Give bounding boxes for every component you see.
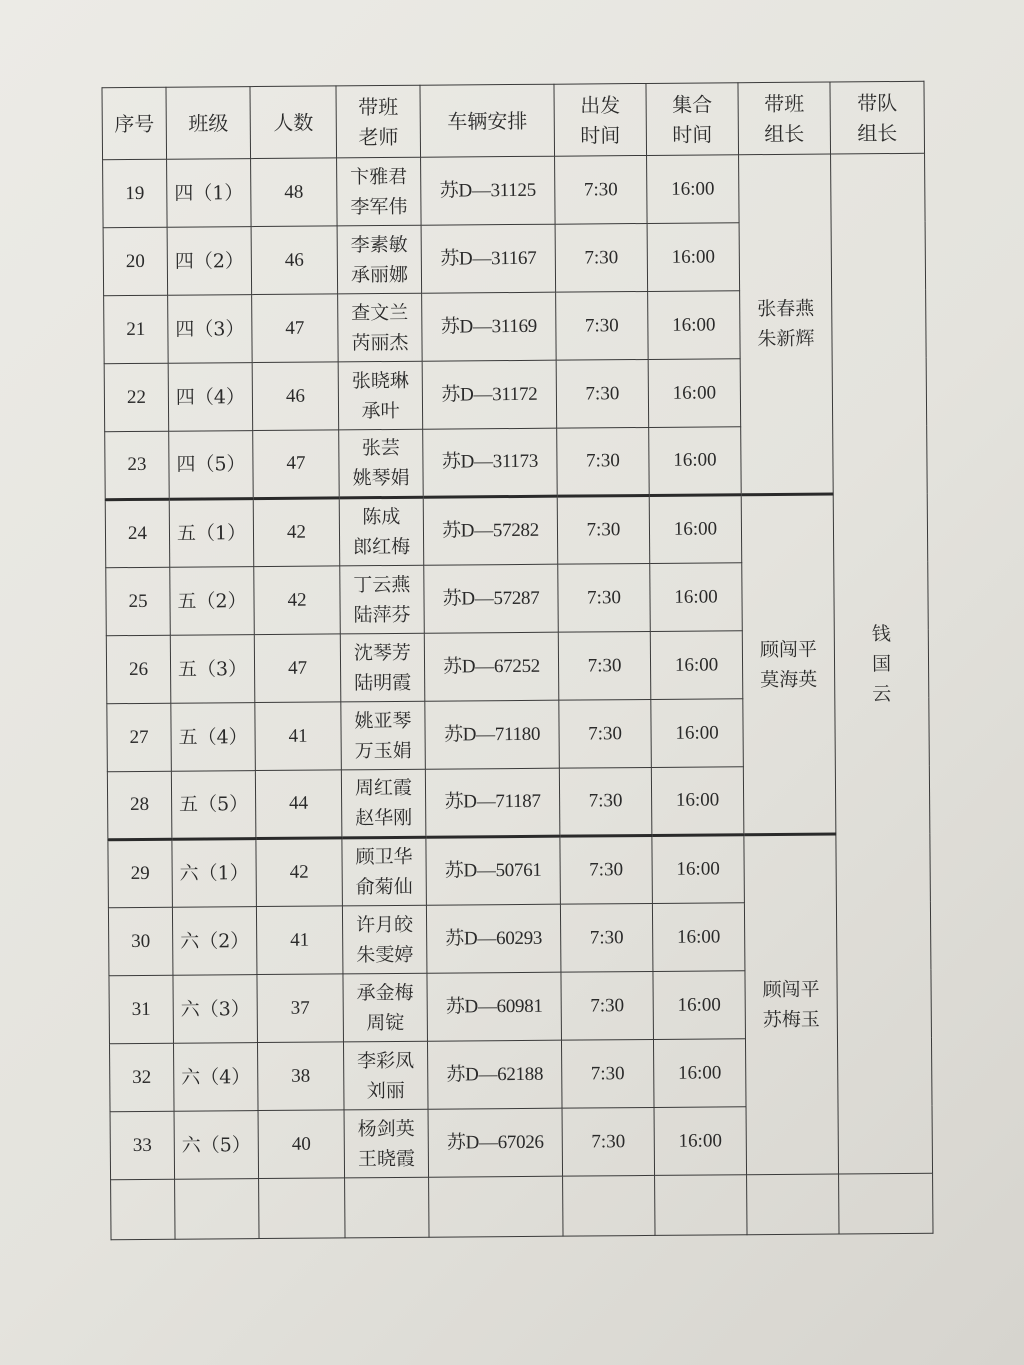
- cell-count: 42: [254, 566, 341, 635]
- cell-gather-time: 16:00: [653, 1039, 746, 1108]
- cell-class: 四（4）: [168, 363, 253, 432]
- teacher-name: 俞菊仙: [355, 875, 413, 899]
- group-leader-name: 张春燕: [757, 297, 815, 321]
- cell-count: 40: [258, 1110, 345, 1179]
- teacher-name: 芮丽杰: [351, 331, 409, 354]
- cell-depart-time: 7:30: [559, 699, 652, 768]
- teacher-name: 陆萍芬: [353, 603, 411, 626]
- group-leader-name: 朱新辉: [757, 327, 815, 351]
- cell-seq: 21: [104, 295, 169, 364]
- cell-seq: 22: [104, 363, 169, 432]
- group-leader-name: 莫海英: [760, 668, 818, 691]
- cell-teachers: [343, 1041, 428, 1110]
- cell-vehicle: 苏D—57282: [423, 496, 558, 565]
- cell-teachers: [342, 905, 427, 974]
- cell-count: 48: [251, 158, 338, 227]
- cell-count: 46: [251, 226, 338, 295]
- teacher-name: 李彩凤: [357, 1049, 415, 1072]
- cell-count: 42: [256, 838, 343, 907]
- cell-seq: 19: [103, 159, 168, 228]
- cell-teachers: [338, 361, 423, 430]
- group-leader-name: 苏梅玉: [762, 1008, 820, 1032]
- cell-empty: [345, 1177, 429, 1238]
- team-leader-char: 钱: [871, 622, 891, 645]
- cell-class: 六（4）: [173, 1043, 258, 1112]
- cell-depart-time: 7:30: [555, 155, 648, 224]
- cell-depart-time: 7:30: [559, 767, 652, 836]
- cell-seq: 30: [108, 907, 173, 976]
- cell-class: 四（2）: [167, 227, 252, 296]
- cell-gather-time: 16:00: [648, 291, 741, 360]
- header-group-leader: [738, 82, 831, 155]
- header-vehicle: 车辆安排: [420, 84, 555, 157]
- cell-depart-time: 7:30: [561, 1039, 654, 1108]
- cell-depart-time: 7:30: [555, 223, 648, 292]
- cell-class: 五（2）: [170, 567, 255, 636]
- cell-seq: 27: [107, 703, 172, 772]
- cell-class: 五（1）: [169, 499, 254, 568]
- cell-teachers: [341, 769, 426, 838]
- cell-gather-time: 16:00: [652, 903, 745, 972]
- teacher-name: 赵华刚: [355, 806, 413, 830]
- cell-gather-time: 16:00: [651, 699, 744, 768]
- cell-seq: 23: [105, 431, 170, 500]
- teacher-name: 周锭: [366, 1011, 405, 1034]
- cell-count: 44: [255, 770, 342, 839]
- header-seq: 序号: [102, 87, 167, 160]
- cell-teachers: [341, 701, 426, 770]
- cell-teachers: [337, 157, 422, 226]
- cell-class: 四（3）: [168, 295, 253, 364]
- teacher-name: 杨剑英: [357, 1117, 415, 1140]
- group-leader-name: 顾闯平: [762, 978, 820, 1002]
- cell-teachers: [339, 429, 424, 498]
- cell-teachers: [337, 225, 422, 294]
- cell-empty: [839, 1173, 933, 1234]
- cell-depart-time: 7:30: [556, 359, 649, 428]
- header-depart-time: [554, 83, 647, 156]
- cell-group-leaders: [744, 834, 839, 1175]
- header-teacher-line2: 老师: [358, 124, 399, 149]
- cell-gather-time: 16:00: [654, 1107, 747, 1176]
- cell-team-leader: [831, 153, 933, 1174]
- teacher-name: 陈成: [362, 505, 401, 529]
- cell-count: 37: [257, 974, 344, 1043]
- cell-count: 38: [257, 1042, 344, 1111]
- cell-depart-time: 7:30: [557, 427, 650, 496]
- table-body: [102, 81, 933, 1239]
- teacher-name: 许月皎: [355, 913, 414, 936]
- teacher-name: 姚琴娟: [352, 466, 410, 490]
- cell-vehicle: 苏D—31173: [423, 428, 558, 497]
- teacher-name: 查文兰: [351, 301, 409, 324]
- header-team-leader: [830, 81, 925, 154]
- cell-gather-time: 16:00: [650, 563, 743, 632]
- cell-empty: [655, 1175, 747, 1236]
- cell-gather-time: 16:00: [649, 495, 742, 564]
- field-trip-schedule-table: [101, 81, 933, 1240]
- cell-depart-time: 7:30: [562, 1107, 655, 1176]
- cell-count: 47: [252, 294, 339, 363]
- cell-count: 42: [253, 498, 340, 567]
- cell-seq: 31: [109, 975, 174, 1044]
- cell-count: 47: [254, 634, 341, 703]
- cell-vehicle: 苏D—31167: [421, 224, 556, 293]
- cell-vehicle: 苏D—31172: [422, 360, 557, 429]
- header-teacher-line1: 带班: [358, 94, 399, 119]
- cell-teachers: [338, 293, 423, 362]
- header-gather-line2: 时间: [672, 121, 713, 147]
- teacher-name: 承金梅: [356, 981, 414, 1004]
- teacher-name: 卞雅君: [350, 165, 408, 188]
- cell-class: 五（4）: [171, 703, 256, 772]
- cell-class: 四（1）: [167, 159, 252, 228]
- teacher-name: 承丽娜: [350, 263, 409, 286]
- cell-seq: 26: [106, 635, 171, 704]
- teacher-name: 承叶: [361, 399, 400, 422]
- cell-vehicle: 苏D—60293: [426, 904, 561, 973]
- team-leader-char: 云: [872, 682, 892, 705]
- cell-count: 46: [252, 362, 339, 431]
- teacher-name: 周红霞: [354, 776, 413, 800]
- cell-teachers: [342, 837, 427, 906]
- cell-vehicle: 苏D—50761: [426, 836, 561, 905]
- teacher-name: 万玉娟: [354, 739, 412, 762]
- cell-vehicle: 苏D—67252: [424, 632, 559, 701]
- cell-vehicle: 苏D—60981: [427, 972, 562, 1041]
- cell-count: 41: [256, 906, 343, 975]
- cell-seq: 28: [107, 771, 172, 840]
- cell-seq: 20: [103, 227, 168, 296]
- teacher-name: 朱雯婷: [356, 943, 414, 966]
- header-row: [102, 81, 925, 159]
- blank-row: [111, 1173, 933, 1239]
- teacher-name: 丁云燕: [353, 573, 411, 596]
- cell-seq: 29: [108, 839, 173, 908]
- cell-seq: 33: [110, 1111, 175, 1180]
- cell-gather-time: 16:00: [648, 359, 741, 428]
- header-team-leader-line1: 带队: [857, 90, 898, 115]
- table-row: [105, 493, 928, 567]
- cell-vehicle: 苏D—71180: [425, 700, 560, 769]
- cell-seq: 32: [109, 1043, 174, 1112]
- cell-depart-time: 7:30: [558, 563, 651, 632]
- teacher-name: 刘丽: [366, 1079, 405, 1102]
- teacher-name: 姚亚琴: [354, 709, 412, 732]
- cell-count: 47: [253, 430, 340, 499]
- team-leader-char: 国: [871, 652, 892, 675]
- cell-gather-time: 16:00: [647, 223, 740, 292]
- header-teacher: [336, 85, 421, 158]
- cell-vehicle: 苏D—71187: [425, 768, 560, 837]
- cell-vehicle: 苏D—67026: [428, 1108, 563, 1177]
- cell-teachers: [343, 973, 428, 1042]
- cell-vehicle: 苏D—31125: [421, 156, 556, 225]
- cell-gather-time: 16:00: [649, 427, 742, 496]
- teacher-name: 张芸: [361, 436, 400, 460]
- cell-vehicle: 苏D—31169: [422, 292, 557, 361]
- teacher-name: 王晓霞: [357, 1147, 415, 1170]
- header-count: 人数: [250, 86, 337, 159]
- cell-depart-time: 7:30: [556, 291, 649, 360]
- cell-seq: 25: [106, 567, 171, 636]
- teacher-name: 郎红梅: [353, 535, 411, 559]
- cell-empty: [563, 1175, 655, 1236]
- teacher-name: 陆明霞: [354, 671, 412, 694]
- header-depart-line1: 出发: [580, 92, 621, 117]
- header-gather-line1: 集合: [672, 91, 713, 117]
- cell-depart-time: 7:30: [560, 835, 653, 904]
- cell-empty: [111, 1179, 175, 1240]
- cell-class: 六（5）: [174, 1111, 259, 1180]
- cell-gather-time: 16:00: [647, 155, 740, 224]
- cell-empty: [747, 1174, 839, 1235]
- cell-gather-time: 16:00: [650, 631, 743, 700]
- cell-empty: [175, 1179, 259, 1240]
- cell-group-leaders: [739, 154, 834, 495]
- header-depart-line2: 时间: [580, 122, 621, 147]
- cell-empty: [429, 1176, 563, 1237]
- teacher-name: 李军伟: [350, 195, 408, 218]
- cell-teachers: [344, 1109, 429, 1178]
- cell-class: 六（3）: [173, 975, 258, 1044]
- group-leader-name: 顾闯平: [759, 638, 818, 661]
- cell-depart-time: 7:30: [560, 903, 653, 972]
- cell-class: 六（1）: [172, 839, 257, 908]
- header-gather-time: [646, 83, 739, 156]
- header-group-leader-line1: 带班: [764, 91, 805, 116]
- cell-class: 四（5）: [169, 431, 254, 500]
- cell-teachers: [340, 565, 425, 634]
- cell-depart-time: 7:30: [557, 495, 650, 564]
- table-row: [108, 833, 931, 907]
- teacher-name: 张晓琳: [351, 369, 409, 392]
- cell-teachers: [340, 633, 425, 702]
- cell-depart-time: 7:30: [561, 971, 654, 1040]
- cell-group-leaders: [741, 494, 836, 835]
- cell-depart-time: 7:30: [558, 631, 651, 700]
- cell-gather-time: 16:00: [653, 971, 746, 1040]
- teacher-name: 顾卫华: [355, 845, 413, 869]
- cell-empty: [259, 1178, 345, 1239]
- cell-class: 六（2）: [172, 907, 257, 976]
- cell-gather-time: 16:00: [651, 767, 744, 836]
- header-team-leader-line2: 组长: [857, 120, 898, 145]
- teacher-name: 沈琴芳: [353, 641, 412, 664]
- cell-teachers: [339, 497, 424, 566]
- header-class: 班级: [166, 87, 251, 160]
- cell-vehicle: 苏D—62188: [427, 1040, 562, 1109]
- cell-count: 41: [255, 702, 342, 771]
- header-group-leader-line2: 组长: [764, 121, 805, 146]
- teacher-name: 李素敏: [350, 233, 408, 256]
- cell-seq: 24: [105, 499, 170, 568]
- cell-vehicle: 苏D—57287: [424, 564, 559, 633]
- cell-class: 五（5）: [171, 771, 256, 840]
- cell-class: 五（3）: [170, 635, 255, 704]
- table-row: [103, 153, 926, 227]
- cell-gather-time: 16:00: [652, 835, 745, 904]
